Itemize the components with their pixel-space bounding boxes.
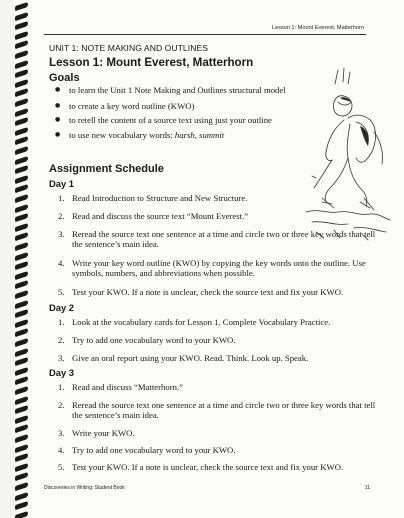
- spiral-coil: [15, 415, 28, 424]
- spiral-coil: [15, 463, 28, 472]
- spiral-coil: [15, 290, 28, 299]
- spiral-coil: [15, 395, 28, 404]
- task-item: 4. Write your key word outline (KWO) by copying the key words onto the outline. Use symbols, numbers, and abbreviations when possible.: [58, 258, 366, 279]
- goals-list: [49, 85, 339, 146]
- spiral-coil: [15, 251, 28, 260]
- spiral-coil: [15, 405, 28, 414]
- spiral-coil: [15, 136, 28, 145]
- page-number: 11: [364, 485, 370, 491]
- task-item: 1. Look at the vocabulary cards for Lesson 1. Complete Vocabulary Practice.: [58, 317, 331, 327]
- spiral-coil: [15, 194, 28, 203]
- spiral-coil: [15, 338, 28, 347]
- goal-item: ● to use new vocabulary words: harsh, summit: [55, 129, 225, 140]
- spiral-coil: [15, 261, 28, 270]
- spiral-coil: [15, 69, 28, 78]
- spiral-coil: [15, 453, 28, 462]
- goals-heading: Goals: [49, 72, 80, 84]
- task-item: 1. Read and discuss “Matterhorn.”: [58, 382, 183, 392]
- spiral-coil: [15, 175, 28, 184]
- goal-item: ● to learn the Unit 1 Note Making and Outlines structural model: [55, 85, 286, 95]
- spiral-coil: [15, 443, 28, 452]
- task-item: 1. Read Introduction to Structure and New Structure.: [58, 193, 248, 203]
- spiral-coil: [15, 491, 28, 500]
- spiral-coil: [15, 2, 28, 11]
- bullet-icon: ●: [55, 86, 61, 93]
- spiral-coil: [15, 328, 28, 337]
- spiral-coil: [15, 213, 28, 222]
- lesson-title: Lesson 1: Mount Everest, Matterhorn: [49, 56, 254, 69]
- spiral-coil: [15, 31, 28, 40]
- spiral-coil: [15, 184, 28, 193]
- spiral-coil: [15, 21, 28, 30]
- goal-item: ● to retell the content of a source text using just your outline: [55, 115, 272, 126]
- running-head: Lesson 1: Mount Everest, Matterhorn: [271, 25, 364, 31]
- spiral-coil: [15, 376, 28, 385]
- unit-heading: UNIT 1: NOTE MAKING AND OUTLINES: [49, 43, 209, 53]
- spiral-coil: [15, 347, 28, 356]
- spiral-coil: [15, 472, 28, 481]
- footer-book-title: Discoveries in Writing: Student Book: [44, 485, 125, 491]
- spiral-coil: [15, 165, 28, 174]
- spiral-coil: [15, 299, 28, 308]
- task-item: 5. Test your KWO. If a note is unclear, check the source text and fix your KWO.: [58, 287, 344, 297]
- spiral-coil: [15, 203, 28, 212]
- spiral-coil: [15, 319, 28, 328]
- bullet-icon: ●: [55, 102, 61, 109]
- task-item: 2. Reread the source text one sentence at a time and circle two or three key words that tell the sentence’s main idea.: [58, 400, 376, 421]
- task-item: 2. Try to add one vocabulary word to your KWO.: [58, 335, 236, 345]
- spiral-coil: [15, 271, 28, 280]
- spiral-coil: [15, 50, 28, 59]
- spiral-coil: [15, 357, 28, 366]
- spiral-coil: [15, 127, 28, 136]
- spiral-coil: [15, 40, 28, 49]
- spiral-coil: [15, 280, 28, 289]
- spiral-coil: [15, 223, 28, 232]
- spiral-coil: [15, 242, 28, 251]
- spiral-binding: [14, 0, 30, 518]
- spiral-coil: [15, 155, 28, 164]
- header-rule: [44, 34, 366, 35]
- goal-item: ● to create a key word outline (KWO): [55, 101, 195, 111]
- task-item: 5. Test your KWO. If a note is unclear, check the source text and fix your KWO.: [58, 462, 344, 472]
- workbook-page: [14, 0, 404, 518]
- task-item: 3. Give an oral report using your KWO. Read. Think. Look up. Speak.: [58, 353, 309, 363]
- spiral-coil: [15, 511, 28, 518]
- vocab-words: harsh, summit: [174, 129, 225, 140]
- spiral-coil: [15, 88, 28, 97]
- spiral-coil: [15, 482, 28, 491]
- spiral-coil: [15, 11, 28, 20]
- assignment-schedule-heading: Assignment Schedule: [49, 163, 164, 175]
- day-1-heading: Day 1: [49, 178, 75, 189]
- task-item: 4. Try to add one vocabulary word to your KWO.: [58, 445, 236, 455]
- spiral-coil: [15, 232, 28, 241]
- spiral-coil: [15, 424, 28, 433]
- spiral-coil: [15, 501, 28, 510]
- spiral-coil: [15, 59, 28, 68]
- bullet-icon: ●: [55, 116, 61, 124]
- spiral-coil: [15, 434, 28, 443]
- spiral-coil: [15, 386, 28, 395]
- day-3-heading: Day 3: [49, 367, 75, 378]
- spiral-coil: [15, 367, 28, 376]
- spiral-coil: [15, 146, 28, 155]
- spiral-coil: [15, 98, 28, 107]
- spiral-coil: [15, 79, 28, 88]
- task-item: 3. Write your KWO.: [58, 428, 135, 438]
- task-item: 2. Read and discuss the source text “Mount Everest.”: [58, 211, 249, 221]
- spiral-coil: [15, 117, 28, 126]
- day-2-heading: Day 2: [49, 302, 75, 313]
- spiral-coil: [15, 107, 28, 116]
- spiral-coil: [15, 309, 28, 318]
- bullet-icon: ●: [55, 130, 61, 138]
- task-item: 3. Reread the source text one sentence at a time and circle two or three key words that tell the sentence’s main idea.: [58, 229, 376, 250]
